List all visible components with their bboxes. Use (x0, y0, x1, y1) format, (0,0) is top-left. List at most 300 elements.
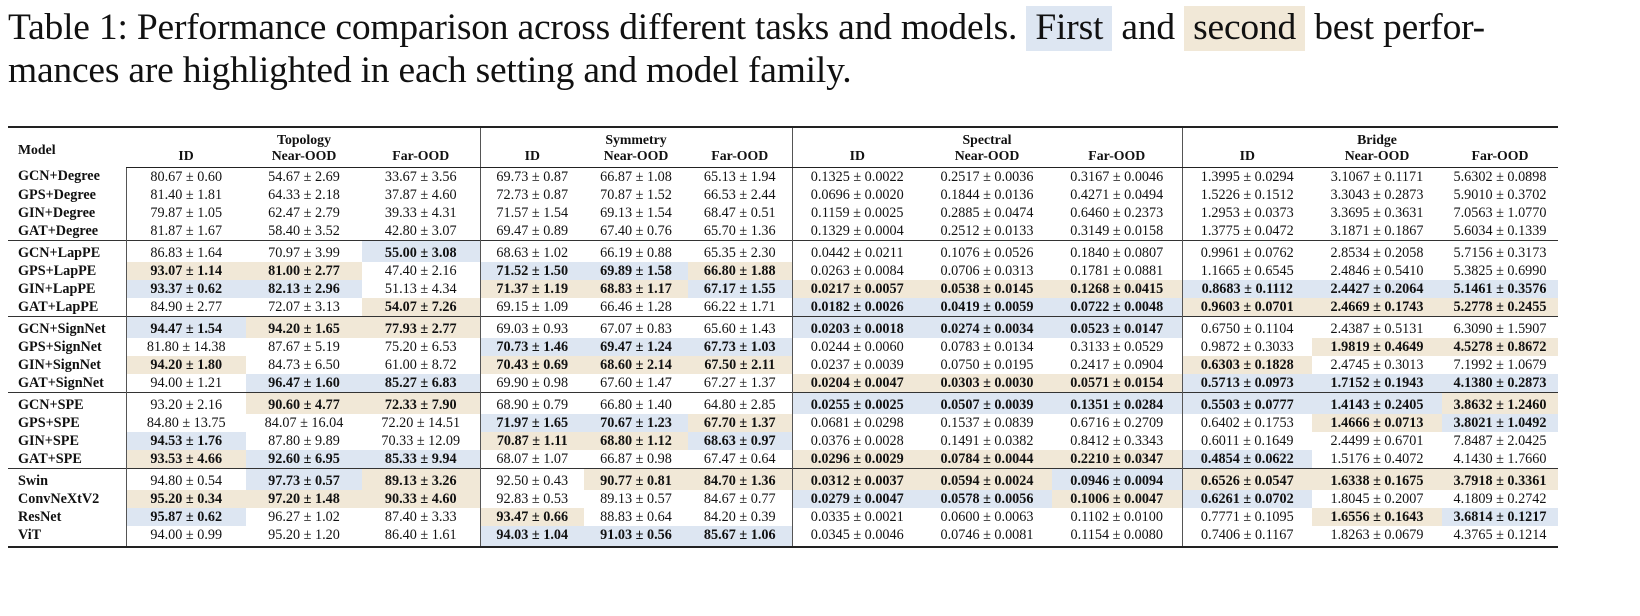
metric-cell: 3.3043 ± 0.2873 (1330, 186, 1424, 203)
metric-cell: 97.20 ± 1.48 (246, 490, 362, 508)
model-name-cell: GPS+SPE (18, 414, 80, 431)
caption-first-swatch: First (1026, 6, 1112, 51)
metric-cell: 93.07 ± 1.14 (126, 262, 246, 280)
model-name-cell: Swin (8, 469, 126, 491)
metric-cell: 4.1430 ± 1.7660 (1453, 450, 1547, 467)
metric-cell: 0.0571 ± 0.0154 (1052, 374, 1182, 393)
metric-cell: 1.8045 ± 0.2007 (1330, 490, 1424, 507)
caption-and: and (1121, 7, 1175, 48)
metric-cell: 3.8632 ± 1.2460 (1442, 393, 1558, 415)
metric-cell: 68.80 ± 1.12 (584, 432, 688, 450)
metric-cell: 84.20 ± 0.39 (703, 508, 776, 525)
metric-cell: 65.35 ± 2.30 (688, 241, 792, 263)
metric-cell: 0.0696 ± 0.0020 (792, 186, 922, 204)
metric-cell: 0.0244 ± 0.0060 (792, 338, 922, 356)
table-row (8, 393, 1558, 415)
metric-cell: 67.40 ± 0.76 (600, 222, 672, 239)
metric-cell: 3.8021 ± 1.0492 (1442, 414, 1558, 432)
header-spectral-id: ID (792, 148, 922, 168)
metric-cell: 0.0303 ± 0.0030 (922, 374, 1052, 393)
metric-cell: 0.7406 ± 0.1167 (1182, 526, 1312, 547)
metric-cell: 75.20 ± 6.53 (384, 338, 457, 355)
metric-cell: 47.40 ± 2.16 (384, 262, 457, 279)
metric-cell: 2.4427 ± 0.2064 (1312, 280, 1442, 298)
metric-cell: 0.5713 ± 0.0973 (1182, 374, 1312, 393)
metric-cell: 1.8263 ± 0.0679 (1312, 526, 1442, 547)
metric-cell: 4.5278 ± 0.8672 (1442, 338, 1558, 356)
metric-cell: 58.40 ± 3.52 (268, 222, 340, 239)
model-name-cell: ViT (8, 526, 126, 547)
metric-cell: 0.1006 ± 0.0047 (1052, 490, 1182, 508)
metric-cell: 0.1329 ± 0.0004 (792, 222, 922, 241)
table-row (8, 186, 1558, 204)
metric-cell: 84.67 ± 0.77 (703, 490, 776, 507)
metric-cell: 2.8534 ± 0.2058 (1312, 241, 1442, 263)
metric-cell: 94.03 ± 1.04 (480, 526, 584, 547)
metric-cell: 62.47 ± 2.79 (268, 204, 340, 221)
metric-cell: 7.8487 ± 2.0425 (1453, 432, 1547, 449)
metric-cell: 93.53 ± 4.66 (126, 450, 246, 469)
metric-cell: 66.80 ± 1.88 (688, 262, 792, 280)
metric-cell: 0.0783 ± 0.0134 (940, 338, 1034, 355)
table-row (8, 262, 1558, 280)
metric-cell: 96.47 ± 1.60 (246, 374, 362, 393)
metric-cell: 93.20 ± 2.16 (126, 393, 246, 415)
metric-cell: 69.90 ± 0.98 (480, 374, 584, 393)
metric-cell: 89.13 ± 0.57 (600, 490, 672, 507)
metric-cell: 0.1844 ± 0.0136 (940, 186, 1034, 203)
metric-cell: 0.0722 ± 0.0048 (1052, 298, 1182, 317)
metric-cell: 69.89 ± 1.58 (584, 262, 688, 280)
metric-cell: 67.70 ± 1.37 (688, 414, 792, 432)
model-name-cell: GCN+LapPE (8, 241, 126, 263)
metric-cell: 1.1665 ± 0.6545 (1182, 262, 1312, 280)
metric-cell: 66.87 ± 1.08 (600, 168, 672, 185)
metric-cell: 1.4143 ± 0.2405 (1312, 393, 1442, 415)
metric-cell: 0.0946 ± 0.0094 (1052, 469, 1182, 491)
metric-cell: 70.43 ± 0.69 (480, 356, 584, 374)
table-row (8, 450, 1558, 469)
metric-cell: 0.4854 ± 0.0622 (1182, 450, 1312, 469)
header-bridge-near-ood: Near-OOD (1312, 148, 1442, 168)
metric-cell: 95.87 ± 0.62 (126, 508, 246, 526)
table-row (8, 204, 1558, 222)
metric-cell: 1.2953 ± 0.0373 (1182, 204, 1312, 222)
metric-cell: 64.80 ± 2.85 (688, 393, 792, 415)
metric-cell: 0.6402 ± 0.1753 (1182, 414, 1312, 432)
metric-cell: 94.47 ± 1.54 (126, 317, 246, 339)
metric-cell: 0.7771 ± 0.1095 (1182, 508, 1312, 526)
table-row (8, 490, 1558, 508)
metric-cell: 0.3167 ± 0.0046 (1070, 168, 1164, 185)
table-row (8, 168, 1558, 187)
table-row (8, 508, 1558, 526)
metric-cell: 0.0538 ± 0.0145 (922, 280, 1052, 298)
metric-cell: 0.1154 ± 0.0080 (1052, 526, 1182, 547)
metric-cell: 0.0274 ± 0.0034 (922, 317, 1052, 339)
metric-cell: 0.0442 ± 0.0211 (792, 241, 922, 263)
metric-cell: 67.50 ± 2.11 (688, 356, 792, 374)
metric-cell: 0.8683 ± 0.1112 (1182, 280, 1312, 298)
metric-cell: 88.83 ± 0.64 (600, 508, 672, 525)
header-symmetry-far-ood: Far-OOD (688, 148, 792, 168)
metric-cell: 69.13 ± 1.54 (600, 204, 672, 221)
metric-cell: 66.22 ± 1.71 (703, 298, 776, 315)
metric-cell: 93.47 ± 0.66 (480, 508, 584, 526)
metric-cell: 64.33 ± 2.18 (268, 186, 340, 203)
metric-cell: 0.1351 ± 0.0284 (1052, 393, 1182, 415)
performance-table (8, 126, 1558, 548)
metric-cell: 0.0376 ± 0.0028 (792, 432, 922, 450)
metric-cell: 5.9010 ± 0.3702 (1453, 186, 1547, 203)
metric-cell: 66.19 ± 0.88 (584, 241, 688, 263)
metric-cell: 0.6261 ± 0.0702 (1182, 490, 1312, 508)
metric-cell: 54.07 ± 7.26 (362, 298, 480, 317)
metric-cell: 94.00 ± 0.99 (126, 526, 246, 547)
metric-cell: 0.1159 ± 0.0025 (792, 204, 922, 222)
metric-cell: 5.6034 ± 0.1339 (1453, 222, 1547, 239)
metric-cell: 3.1871 ± 0.1867 (1330, 222, 1424, 239)
metric-cell: 4.3765 ± 0.1214 (1442, 526, 1558, 547)
metric-cell: 3.7918 ± 0.3361 (1442, 469, 1558, 491)
table-row (8, 414, 1558, 432)
metric-cell: 2.4669 ± 0.1743 (1312, 298, 1442, 317)
model-name-cell: ResNet (18, 508, 62, 525)
model-name-cell: GCN+SignNet (8, 317, 126, 339)
metric-cell: 3.6814 ± 0.1217 (1442, 508, 1558, 526)
metric-cell: 0.3149 ± 0.0158 (1070, 222, 1164, 239)
model-name-cell: GCN+SPE (8, 393, 126, 415)
caption-suffix: best perfor- (1314, 7, 1485, 48)
caption-line-1 (8, 6, 1632, 49)
metric-cell: 51.13 ± 4.34 (384, 280, 457, 297)
metric-cell: 0.0750 ± 0.0195 (940, 356, 1034, 373)
metric-cell: 0.9961 ± 0.0762 (1182, 241, 1312, 263)
metric-cell: 1.5226 ± 0.1512 (1182, 186, 1312, 204)
metric-cell: 92.83 ± 0.53 (480, 490, 584, 508)
table-row (8, 298, 1558, 317)
metric-cell: 93.37 ± 0.62 (126, 280, 246, 298)
metric-cell: 0.0594 ± 0.0024 (922, 469, 1052, 491)
metric-cell: 0.1325 ± 0.0022 (792, 168, 922, 187)
model-name-cell: GAT+SPE (18, 450, 82, 467)
metric-cell: 0.0237 ± 0.0039 (792, 356, 922, 374)
metric-cell: 95.20 ± 0.34 (126, 490, 246, 508)
header-group-topology: Topology (246, 127, 362, 148)
metric-cell: 68.47 ± 0.51 (703, 204, 776, 221)
table-row (8, 374, 1558, 393)
metric-cell: 0.3133 ± 0.0529 (1070, 338, 1164, 355)
metric-cell: 6.3090 ± 1.5907 (1442, 317, 1558, 339)
caption-second-swatch: second (1184, 6, 1305, 51)
metric-cell: 67.60 ± 1.47 (600, 374, 672, 391)
model-name-cell: GCN+Degree (18, 168, 100, 185)
metric-cell: 94.20 ± 1.80 (126, 356, 246, 374)
model-name-cell: GIN+SignNet (18, 356, 101, 373)
table-row (8, 338, 1558, 356)
metric-cell: 0.2885 ± 0.0474 (940, 204, 1034, 221)
metric-cell: 2.4846 ± 0.5410 (1330, 262, 1424, 279)
metric-cell: 94.53 ± 1.76 (126, 432, 246, 450)
metric-cell: 0.1781 ± 0.0881 (1070, 262, 1164, 279)
metric-cell: 70.87 ± 1.11 (480, 432, 584, 450)
metric-cell: 69.73 ± 0.87 (480, 168, 584, 187)
metric-cell: 0.0204 ± 0.0047 (792, 374, 922, 393)
metric-cell: 0.0312 ± 0.0037 (792, 469, 922, 491)
metric-cell: 65.70 ± 1.36 (703, 222, 776, 239)
metric-cell: 81.80 ± 14.38 (126, 338, 246, 356)
metric-cell: 2.4499 ± 0.6701 (1330, 432, 1424, 449)
header-bridge-id: ID (1182, 148, 1312, 168)
model-name-cell: GIN+LapPE (18, 280, 96, 297)
metric-cell: 66.53 ± 2.44 (703, 186, 776, 203)
metric-cell: 0.0681 ± 0.0298 (792, 414, 922, 432)
metric-cell: 4.1809 ± 0.2742 (1453, 490, 1547, 507)
model-name-cell: ConvNeXtV2 (18, 490, 100, 507)
metric-cell: 67.47 ± 0.64 (703, 450, 776, 467)
metric-cell: 1.3995 ± 0.0294 (1182, 168, 1312, 187)
metric-cell: 0.6303 ± 0.1828 (1182, 356, 1312, 374)
header-spectral-near-ood: Near-OOD (922, 148, 1052, 168)
metric-cell: 5.1461 ± 0.3576 (1442, 280, 1558, 298)
model-name-cell: GPS+Degree (18, 186, 96, 203)
metric-cell: 0.1491 ± 0.0382 (940, 432, 1034, 449)
metric-cell: 0.0203 ± 0.0018 (792, 317, 922, 339)
metric-cell: 72.07 ± 3.13 (268, 298, 340, 315)
metric-cell: 84.70 ± 1.36 (688, 469, 792, 491)
metric-cell: 0.0182 ± 0.0026 (792, 298, 922, 317)
metric-cell: 0.0419 ± 0.0059 (922, 298, 1052, 317)
metric-cell: 33.67 ± 3.56 (384, 168, 457, 185)
metric-cell: 2.4745 ± 0.3013 (1330, 356, 1424, 373)
metric-cell: 86.83 ± 1.64 (126, 241, 246, 263)
metric-cell: 90.77 ± 0.81 (584, 469, 688, 491)
metric-cell: 0.6011 ± 0.1649 (1182, 432, 1312, 450)
metric-cell: 87.80 ± 9.89 (268, 432, 340, 449)
metric-cell: 71.97 ± 1.65 (480, 414, 584, 432)
metric-cell: 71.57 ± 1.54 (480, 204, 584, 222)
metric-cell: 77.93 ± 2.77 (362, 317, 480, 339)
table-row (8, 280, 1558, 298)
metric-cell: 72.33 ± 7.90 (362, 393, 480, 415)
metric-cell: 1.6338 ± 0.1675 (1312, 469, 1442, 491)
metric-cell: 68.90 ± 0.79 (480, 393, 584, 415)
metric-cell: 94.20 ± 1.65 (246, 317, 362, 339)
metric-cell: 97.73 ± 0.57 (246, 469, 362, 491)
header-symmetry-near-ood: Near-OOD (584, 148, 688, 168)
metric-cell: 71.37 ± 1.19 (480, 280, 584, 298)
metric-cell: 81.87 ± 1.67 (126, 222, 246, 241)
metric-cell: 68.63 ± 1.02 (480, 241, 584, 263)
metric-cell: 0.5503 ± 0.0777 (1182, 393, 1312, 415)
metric-cell: 90.60 ± 4.77 (246, 393, 362, 415)
header-spectral-far-ood: Far-OOD (1052, 148, 1182, 168)
table-row (8, 222, 1558, 241)
metric-cell: 1.4666 ± 0.0713 (1312, 414, 1442, 432)
metric-cell: 1.5176 ± 0.4072 (1330, 450, 1424, 467)
header-topology-near-ood: Near-OOD (246, 148, 362, 168)
metric-cell: 0.0279 ± 0.0047 (792, 490, 922, 508)
metric-cell: 42.80 ± 3.07 (384, 222, 457, 239)
model-name-cell: GIN+SPE (18, 432, 79, 449)
model-name-cell: GIN+Degree (18, 204, 96, 221)
table-row (8, 241, 1558, 263)
metric-cell: 0.0217 ± 0.0057 (792, 280, 922, 298)
metric-cell: 69.47 ± 1.24 (584, 338, 688, 356)
metric-cell: 81.00 ± 2.77 (246, 262, 362, 280)
metric-cell: 67.17 ± 1.55 (688, 280, 792, 298)
metric-cell: 5.3825 ± 0.6990 (1453, 262, 1547, 279)
metric-cell: 0.0746 ± 0.0081 (922, 526, 1052, 547)
metric-cell: 68.60 ± 2.14 (584, 356, 688, 374)
metric-cell: 0.1840 ± 0.0807 (1052, 241, 1182, 263)
metric-cell: 85.27 ± 6.83 (362, 374, 480, 393)
metric-cell: 0.0335 ± 0.0021 (792, 508, 922, 526)
metric-cell: 91.03 ± 0.56 (584, 526, 688, 547)
table-row (8, 356, 1558, 374)
metric-cell: 1.7152 ± 0.1943 (1312, 374, 1442, 393)
metric-cell: 0.0784 ± 0.0044 (922, 450, 1052, 469)
metric-cell: 37.87 ± 4.60 (384, 186, 457, 203)
metric-cell: 81.40 ± 1.81 (126, 186, 246, 204)
model-name-cell: GPS+SignNet (18, 338, 102, 355)
metric-cell: 94.80 ± 0.54 (126, 469, 246, 491)
metric-cell: 0.4271 ± 0.0494 (1070, 186, 1164, 203)
metric-cell: 65.13 ± 1.94 (703, 168, 776, 185)
table-row (8, 469, 1558, 491)
metric-cell: 3.3695 ± 0.3631 (1330, 204, 1424, 221)
metric-cell: 4.1380 ± 0.2873 (1442, 374, 1558, 393)
metric-cell: 1.6556 ± 0.1643 (1312, 508, 1442, 526)
metric-cell: 87.40 ± 3.33 (384, 508, 457, 525)
metric-cell: 7.0563 ± 1.0770 (1453, 204, 1547, 221)
metric-cell: 0.6716 ± 0.2709 (1070, 414, 1164, 431)
model-name-cell: GPS+LapPE (18, 262, 97, 279)
metric-cell: 0.6526 ± 0.0547 (1182, 469, 1312, 491)
metric-cell: 87.67 ± 5.19 (268, 338, 340, 355)
header-bridge-far-ood: Far-OOD (1442, 148, 1558, 168)
metric-cell: 0.1537 ± 0.0839 (940, 414, 1034, 431)
metric-cell: 5.6302 ± 0.0898 (1453, 168, 1547, 185)
metric-cell: 0.6750 ± 0.1104 (1182, 317, 1312, 339)
metric-cell: 66.87 ± 0.98 (600, 450, 672, 467)
metric-cell: 0.0706 ± 0.0313 (940, 262, 1034, 279)
metric-cell: 0.0523 ± 0.0147 (1052, 317, 1182, 339)
metric-cell: 0.0296 ± 0.0029 (792, 450, 922, 469)
metric-cell: 89.13 ± 3.26 (362, 469, 480, 491)
metric-cell: 0.2210 ± 0.0347 (1052, 450, 1182, 469)
metric-cell: 85.67 ± 1.06 (688, 526, 792, 547)
metric-cell: 39.33 ± 4.31 (384, 204, 457, 221)
metric-cell: 96.27 ± 1.02 (268, 508, 340, 525)
metric-cell: 69.15 ± 1.09 (480, 298, 584, 317)
metric-cell: 68.63 ± 0.97 (688, 432, 792, 450)
metric-cell: 0.1268 ± 0.0415 (1052, 280, 1182, 298)
metric-cell: 72.73 ± 0.87 (480, 186, 584, 204)
metric-cell: 54.67 ± 2.69 (268, 168, 340, 185)
metric-cell: 70.73 ± 1.46 (480, 338, 584, 356)
metric-cell: 70.67 ± 1.23 (584, 414, 688, 432)
header-topology-far-ood: Far-OOD (362, 148, 480, 168)
metric-cell: 61.00 ± 8.72 (384, 356, 457, 373)
metric-cell: 84.07 ± 16.04 (264, 414, 344, 431)
metric-cell: 67.27 ± 1.37 (703, 374, 776, 391)
model-name-cell: GAT+LapPE (18, 298, 99, 315)
metric-cell: 0.0507 ± 0.0039 (922, 393, 1052, 415)
table-body (8, 168, 1558, 548)
header-group-bridge: Bridge (1312, 127, 1442, 148)
caption-prefix: Table 1: Performance comparison across different tasks and models. (8, 7, 1018, 48)
metric-cell: 0.0263 ± 0.0084 (792, 262, 922, 280)
metric-cell: 0.0255 ± 0.0025 (792, 393, 922, 415)
metric-cell: 67.73 ± 1.03 (688, 338, 792, 356)
metric-cell: 55.00 ± 3.08 (362, 241, 480, 263)
metric-cell: 0.2517 ± 0.0036 (940, 168, 1034, 185)
metric-cell: 86.40 ± 1.61 (362, 526, 480, 547)
metric-cell: 0.9872 ± 0.3033 (1182, 338, 1312, 356)
metric-cell: 7.1992 ± 1.0679 (1453, 356, 1547, 373)
metric-cell: 66.46 ± 1.28 (600, 298, 672, 315)
metric-cell: 66.80 ± 1.40 (584, 393, 688, 415)
metric-cell: 2.4387 ± 0.5131 (1312, 317, 1442, 339)
metric-cell: 90.33 ± 4.60 (362, 490, 480, 508)
metric-cell: 84.80 ± 13.75 (126, 414, 246, 432)
metric-cell: 95.20 ± 1.20 (246, 526, 362, 547)
metric-cell: 5.7156 ± 0.3173 (1442, 241, 1558, 263)
metric-cell: 0.0600 ± 0.0063 (940, 508, 1034, 525)
table-row (8, 317, 1558, 339)
header-group-symmetry: Symmetry (584, 127, 688, 148)
metric-cell: 65.60 ± 1.43 (688, 317, 792, 339)
header-topology-id: ID (126, 148, 246, 168)
metric-cell: 71.52 ± 1.50 (480, 262, 584, 280)
metric-cell: 0.1102 ± 0.0100 (1070, 508, 1163, 525)
metric-cell: 0.6460 ± 0.2373 (1070, 204, 1164, 221)
metric-cell: 0.9603 ± 0.0701 (1182, 298, 1312, 317)
metric-cell: 85.33 ± 9.94 (362, 450, 480, 469)
metric-cell: 84.73 ± 6.50 (268, 356, 340, 373)
metric-cell: 80.67 ± 0.60 (126, 168, 246, 187)
metric-cell: 0.0578 ± 0.0056 (922, 490, 1052, 508)
table-caption (8, 6, 1632, 92)
metric-cell: 69.47 ± 0.89 (480, 222, 584, 241)
metric-cell: 70.87 ± 1.52 (600, 186, 672, 203)
metric-cell: 68.07 ± 1.07 (480, 450, 584, 469)
metric-cell: 68.83 ± 1.17 (584, 280, 688, 298)
metric-cell: 1.3775 ± 0.0472 (1182, 222, 1312, 241)
metric-cell: 79.87 ± 1.05 (126, 204, 246, 222)
metric-cell: 92.50 ± 0.43 (480, 469, 584, 491)
caption-line-2: mances are highlighted in each setting and model family. (8, 50, 852, 91)
metric-cell: 5.2778 ± 0.2455 (1442, 298, 1558, 317)
model-name-cell: GAT+Degree (18, 222, 99, 239)
performance-table-wrapper (8, 126, 1558, 548)
header-group-spectral: Spectral (922, 127, 1052, 148)
metric-cell: 92.60 ± 6.95 (246, 450, 362, 469)
metric-cell: 84.90 ± 2.77 (126, 298, 246, 317)
metric-cell: 70.97 ± 3.99 (246, 241, 362, 263)
header-symmetry-id: ID (480, 148, 584, 168)
metric-cell: 3.1067 ± 0.1171 (1330, 168, 1424, 185)
metric-cell: 94.00 ± 1.21 (126, 374, 246, 393)
metric-cell: 69.03 ± 0.93 (480, 317, 584, 339)
metric-cell: 72.20 ± 14.51 (381, 414, 461, 431)
model-name-cell: GAT+SignNet (18, 374, 104, 391)
metric-cell: 0.8412 ± 0.3343 (1070, 432, 1164, 449)
metric-cell: 67.07 ± 0.83 (584, 317, 688, 339)
metric-cell: 0.0345 ± 0.0046 (792, 526, 922, 547)
metric-cell: 0.1076 ± 0.0526 (922, 241, 1052, 263)
